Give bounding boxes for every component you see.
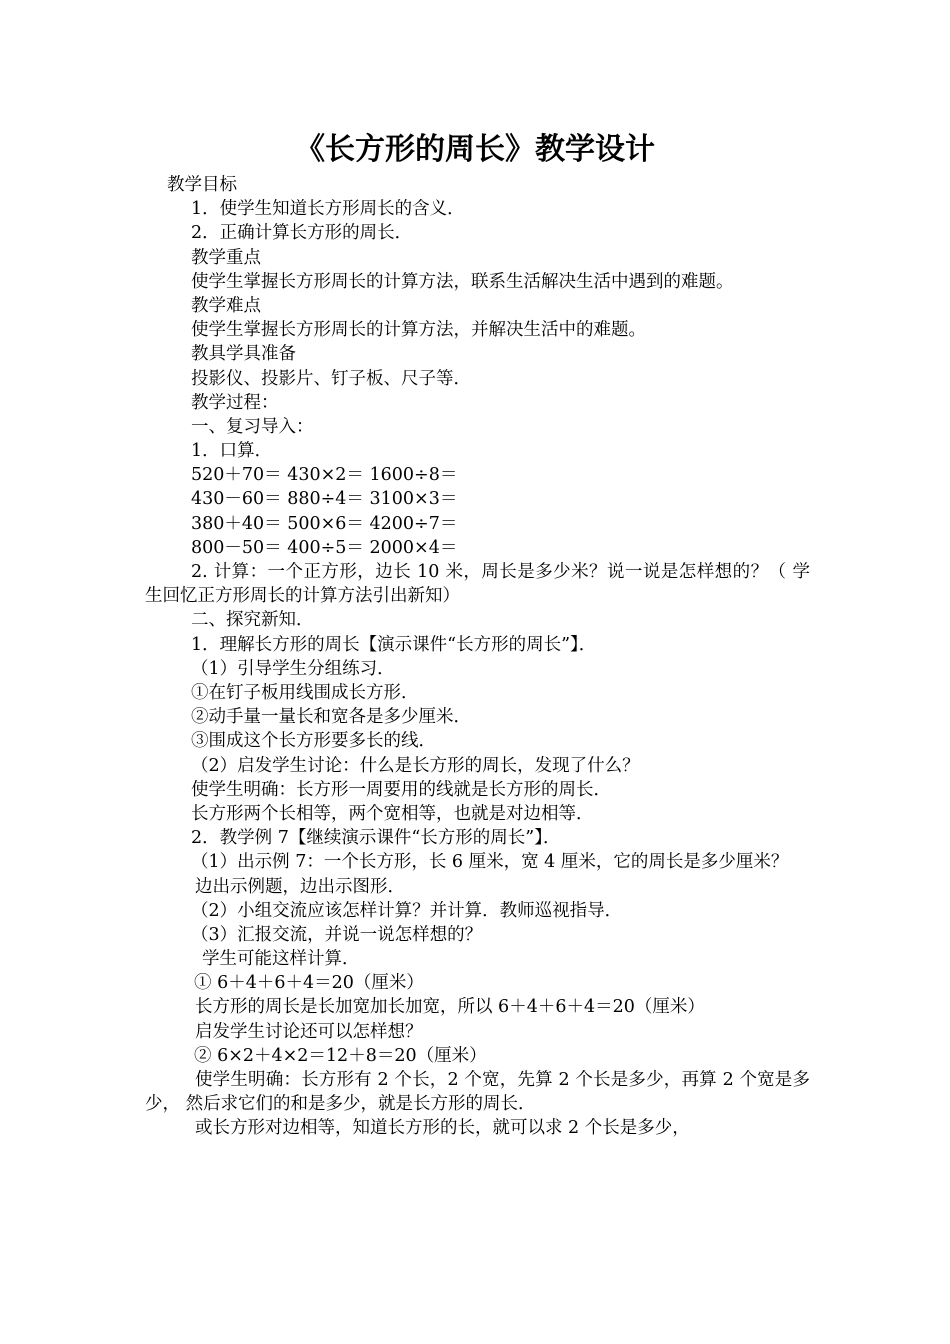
calc-row-2: 430－60＝ 880÷4＝ 3100×3＝ — [191, 489, 458, 510]
key-text: 使学生掌握长方形周长的计算方法，联系生活解决生活中遇到的难题。 — [191, 271, 734, 292]
method-1: ① 6＋4＋6＋4＝20（厘米） — [194, 973, 424, 994]
goal-1: 1．使学生知道长方形周长的含义． — [191, 199, 465, 220]
difficulty-heading: 教学难点 — [191, 295, 261, 316]
goals-heading: 教学目标 — [167, 175, 237, 195]
clarify-2: 长方形两个长相等，两个宽相等，也就是对边相等． — [191, 803, 594, 824]
students-maybe: 学生可能这样计算． — [202, 949, 360, 970]
understand-perimeter: 1．理解长方形的周长【演示课件“长方形的周长”】． — [191, 634, 597, 655]
tools-heading: 教具学具准备 — [191, 344, 296, 365]
clarify-1: 使学生明确：长方形一周要用的线就是长方形的周长． — [191, 779, 611, 800]
example-7-question: （1）出示例 7：一个长方形，长 6 厘米，宽 4 厘米，它的周长是多少厘米？ — [191, 852, 789, 873]
step-1b: ②动手量一量长和宽各是多少厘米． — [191, 707, 471, 728]
clarify-4: 或长方形对边相等，知道长方形的长，就可以求 2 个长是多少， — [195, 1118, 690, 1139]
part-2-heading: 二、探究新知． — [191, 610, 314, 631]
example-7-heading: 2．教学例 7【继续演示课件“长方形的周长”】． — [191, 828, 561, 849]
step-1a: ①在钉子板用线围成长方形． — [191, 682, 419, 703]
goal-2: 2．正确计算长方形的周长． — [191, 223, 413, 244]
step-1: （1）引导学生分组练习． — [191, 658, 395, 679]
tools-text: 投影仪、投影片、钉子板、尺子等． — [191, 368, 471, 389]
difficulty-text: 使学生掌握长方形周长的计算方法，并解决生活中的难题。 — [191, 320, 646, 341]
calc-row-4: 800－50＝ 400÷5＝ 2000×4＝ — [191, 537, 458, 558]
method-1-explanation: 长方形的周长是长加宽加长加宽，所以 6＋4＋6＋4＝20（厘米） — [195, 997, 705, 1018]
step-1c: ③围成这个长方形要多长的线． — [191, 731, 436, 752]
document-title: 《长方形的周长》教学设计 — [295, 132, 655, 167]
clarify-3: 使学生明确：长方形有 2 个长，2 个宽，先算 2 个长是多少，再算 2 个宽是多少， 然后求它们的和是多少，就是长方形的周长． — [145, 1070, 810, 1115]
key-heading: 教学重点 — [191, 247, 261, 268]
step-2: （2）启发学生讨论：什么是长方形的周长，发现了什么？ — [191, 755, 640, 776]
method-2: ② 6×2＋4×2＝12＋8＝20（厘米） — [194, 1045, 487, 1066]
question-2: 2. 计算：一个正方形，边长 10 米，周长是多少米？说一说是怎样想的？（ 学生回忆正方形周长的计算方法引出新知） — [145, 562, 810, 607]
part-1-heading: 一、复习导入： — [191, 416, 314, 437]
report-exchange: （3）汇报交流，并说一说怎样想的？ — [191, 924, 483, 945]
document-body — [145, 173, 810, 1141]
show-example: 边出示例题，边出示图形． — [195, 876, 405, 897]
calc-row-1: 520＋70＝ 430×2＝ 1600÷8＝ — [191, 465, 458, 486]
calc-row-3: 380＋40＝ 500×6＝ 4200÷7＝ — [191, 513, 458, 534]
inspire-discussion: 启发学生讨论还可以怎样想？ — [195, 1021, 423, 1042]
group-discussion: （2）小组交流应该怎样计算？并计算．教师巡视指导． — [191, 900, 623, 921]
process-heading: 教学过程： — [191, 392, 279, 413]
oral-calc-heading: 1．口算． — [191, 441, 273, 462]
